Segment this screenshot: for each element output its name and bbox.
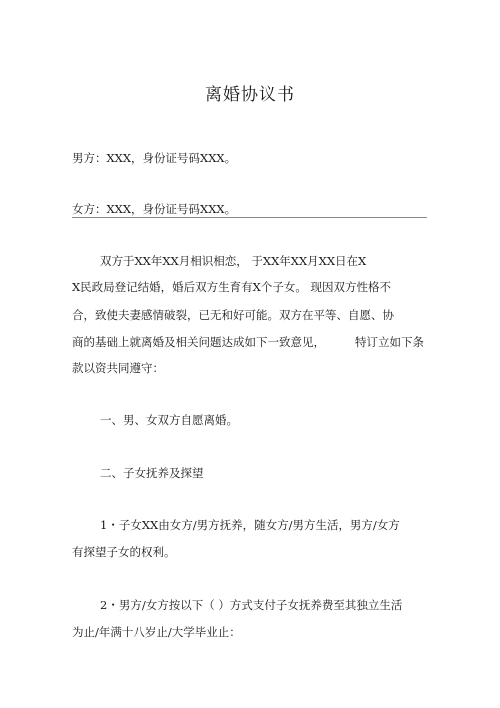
clause-2-heading: 二、子女抚养及探望 [100, 466, 204, 480]
clause-2-2-line-2: 为止/年满十八岁止/大学毕业止： [72, 625, 241, 639]
male-party-line: 男方：XXX，身份证号码XXX。 [72, 151, 237, 165]
divider-line [72, 217, 427, 218]
preamble-line-4-a: 商的基础上就离婚及相关问题达成如下一致意见， [72, 335, 325, 349]
clause-2-1-line-1: 1・子女XX由女方/男方抚养，随女方/男方生活，男方/女方 [100, 518, 400, 532]
female-party-line: 女方：XXX，身份证号码XXX。 [72, 202, 237, 216]
preamble-line-3: 合，致使夫妻感情破裂，已无和好可能。双方在平等、自愿、协 [72, 308, 394, 322]
preamble-line-4-b: 特订立如下条 [355, 335, 424, 349]
clause-1: 一、男、女双方自愿离婚。 [100, 413, 238, 427]
clause-2-1-line-2: 有探望子女的权利。 [72, 545, 176, 559]
preamble-line-5: 款以资共同遵守： [72, 361, 164, 375]
clause-2-2-line-1: 2・男方/女方按以下（ ）方式支付子女抚养费至其独立生活 [100, 598, 403, 612]
preamble-line-1: 双方于XX年XX月相识相恋， 于XX年XX月XX日在X [100, 254, 367, 268]
preamble-line-2: X民政局登记结婚，婚后双方生育有X个子女。 现因双方性格不 [72, 280, 392, 294]
preamble-line-4 [72, 335, 424, 349]
document-title: 离婚协议书 [205, 85, 295, 105]
